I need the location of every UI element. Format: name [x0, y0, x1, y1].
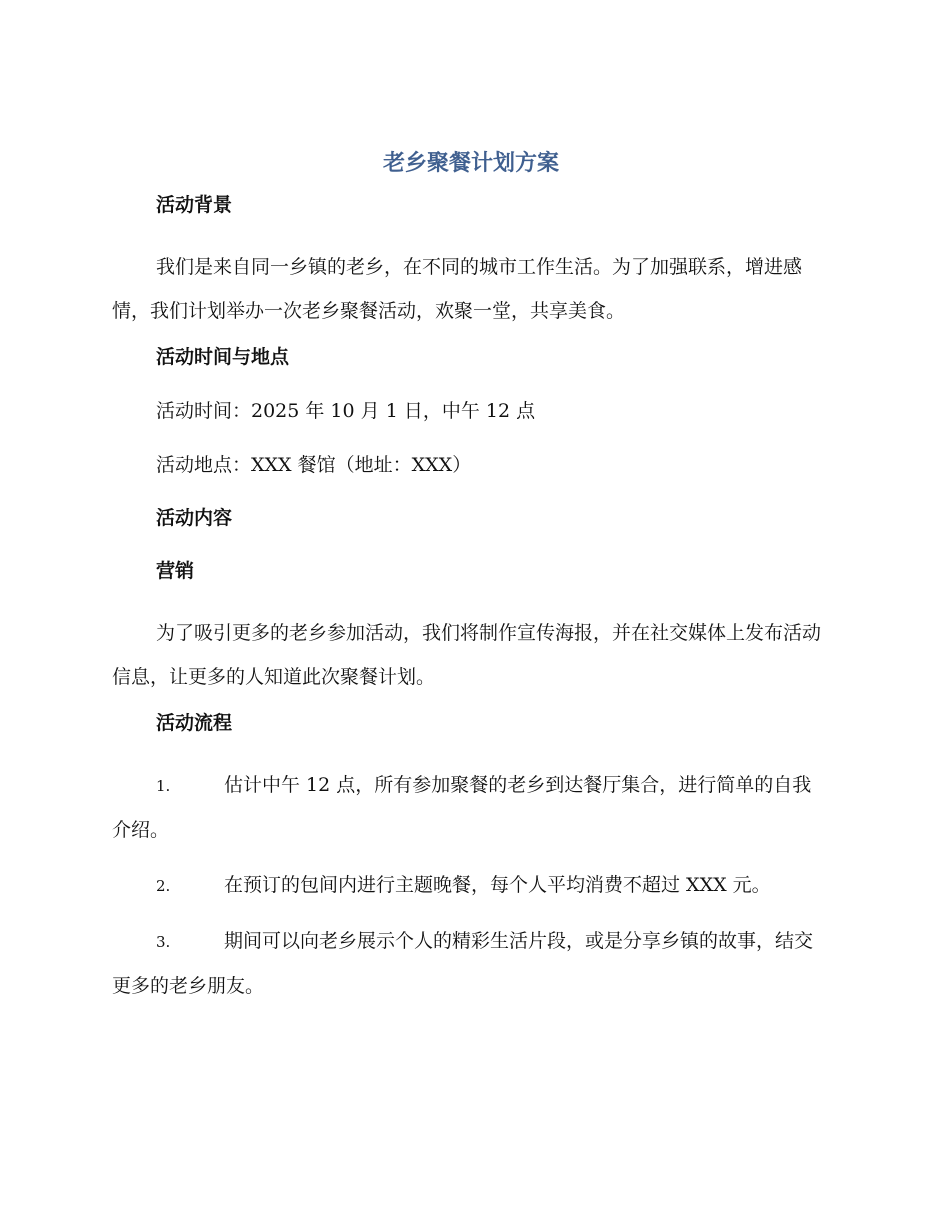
event-place: 活动地点：XXX 餐馆（地址：XXX） — [156, 454, 472, 476]
section-heading-time-place: 活动时间与地点 — [156, 346, 290, 368]
list-item-text: 估计中午 12 点，所有参加聚餐的老乡到达餐厅集合，进行简单的自我介绍。 — [112, 774, 812, 841]
list-item-number: 1. — [156, 777, 171, 795]
document-body — [112, 146, 830, 1019]
section-heading-process: 活动流程 — [156, 712, 233, 734]
marketing-paragraph: 为了吸引更多的老乡参加活动，我们将制作宣传海报，并在社交媒体上发布活动信息，让更多的人知道此次聚餐计划。 — [112, 622, 822, 688]
list-item-number: 3. — [156, 933, 171, 951]
list-item-text: 在预订的包间内进行主题晚餐，每个人平均消费不超过 XXX 元。 — [224, 874, 771, 896]
list-item — [112, 919, 830, 1008]
section-heading-background: 活动背景 — [156, 194, 233, 216]
list-item-text: 期间可以向老乡展示个人的精彩生活片段，或是分享乡镇的故事，结交更多的老乡朋友。 — [112, 930, 814, 997]
list-item — [112, 863, 830, 908]
section-heading-marketing: 营销 — [156, 560, 195, 582]
list-item-number: 2. — [156, 877, 171, 895]
section-heading-content: 活动内容 — [156, 507, 233, 529]
document-title: 老乡聚餐计划方案 — [382, 151, 559, 176]
list-item — [112, 763, 830, 852]
background-paragraph: 我们是来自同一乡镇的老乡，在不同的城市工作生活。为了加强联系，增进感情，我们计划举办一次老乡聚餐活动，欢聚一堂，共享美食。 — [112, 256, 803, 322]
event-time: 活动时间：2025 年 10 月 1 日，中午 12 点 — [156, 400, 536, 422]
